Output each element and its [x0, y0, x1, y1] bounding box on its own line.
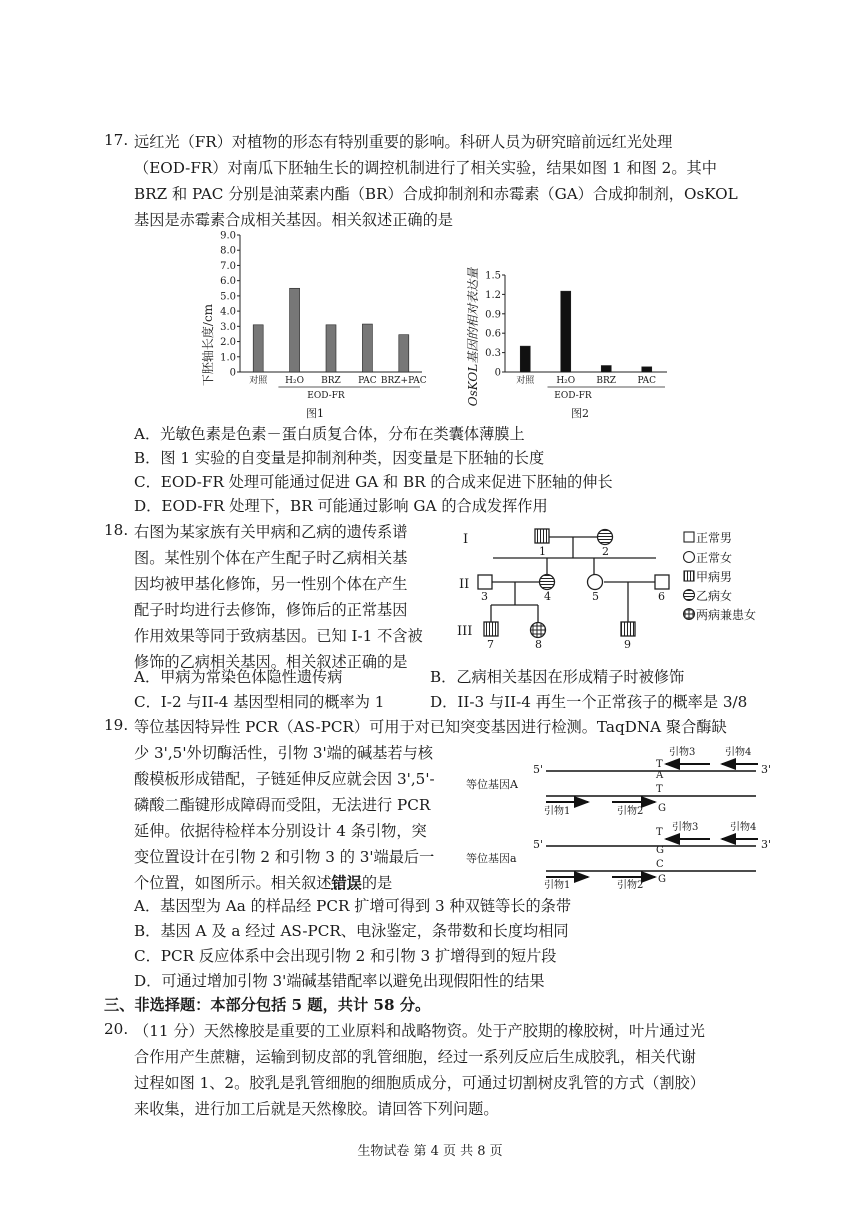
allele-a-label: 等位基因a: [466, 852, 517, 865]
fig1-ytick-label: 9.0: [220, 230, 236, 242]
primer1-label-a: 引物1: [544, 880, 571, 891]
allele-a-base-mid1: G: [656, 845, 664, 856]
allele-a-base-bot: G: [658, 874, 666, 885]
fig2-bar: [561, 291, 571, 372]
q17-line-4: 基因是赤霉素合成相关基因。相关叙述正确的是: [134, 211, 453, 229]
q19-option-b: B．基因 A 及 a 经过 AS-PCR、电泳鉴定，条带数和长度均相同: [134, 922, 569, 940]
pedigree-III-7: [484, 622, 498, 636]
gen-III-label: III: [457, 624, 473, 639]
fig1-group-label: EOD-FR: [307, 391, 345, 401]
fig2-caption: 图2: [571, 407, 589, 420]
q18-option-a: A．甲病为常染色体隐性遗传病: [134, 668, 343, 686]
q18-line-6: 修饰的乙病相关基因。相关叙述正确的是: [134, 653, 408, 671]
q19-option-a: A．基因型为 Aa 的样品经 PCR 扩增可得到 3 种双链等长的条带: [134, 897, 572, 915]
fig2-ytick-label: 1.2: [485, 289, 501, 301]
q19-number: 19.: [104, 716, 129, 734]
figure-1-bar-chart: [190, 225, 440, 425]
q19-line-4: 磷酸二酯键形成障碍而受阻，无法进行 PCR: [134, 796, 431, 814]
primer1-label-A: 引物1: [544, 806, 571, 817]
primer2-label-A: 引物2: [617, 806, 644, 817]
fig1-category-label: BRZ: [321, 376, 341, 386]
fig1-ytick-label: 3.0: [220, 321, 236, 333]
pedigree-II-5: [588, 575, 603, 590]
q19-line-5: 延伸。依据待检样本分别设计 4 条引物，突: [134, 822, 427, 840]
q19-option-d: D．可通过增加引物 3'端碱基错配率以避免出现假阳性的结果: [134, 972, 545, 990]
q18-line-5: 作用效果等同于致病基因。已知 I-1 不含被: [134, 627, 423, 645]
legend-normal-female: 正常女: [696, 551, 733, 565]
fig2-ytick-label: 0.9: [485, 309, 501, 321]
allele-a-base-top: T: [656, 827, 663, 838]
fig2-ytick-label: 1.5: [485, 270, 501, 282]
fig1-ytick-label: 1.0: [220, 352, 236, 364]
fig2-bar: [520, 346, 530, 372]
pedigree-id-5: 5: [592, 590, 599, 603]
q17-option-b: B．图 1 实验的自变量是抑制剂种类，因变量是下胚轴的长度: [134, 449, 545, 467]
q18-line-3: 因均被甲基化修饰，另一性别个体在产生: [134, 575, 408, 593]
pedigree-id-6: 6: [658, 590, 665, 603]
pedigree-id-3: 3: [481, 590, 488, 603]
fig1-ytick-label: 4.0: [220, 306, 236, 318]
allele-A-base-top: T: [656, 759, 663, 770]
fig2-ytick-label: 0.3: [485, 348, 501, 360]
primer3-label-a: 引物3: [672, 822, 699, 833]
q19-option-c: C．PCR 反应体系中会出现引物 2 和引物 3 扩增得到的短片段: [134, 947, 557, 965]
pedigree-id-9: 9: [624, 638, 631, 651]
q17-option-c: C．EOD-FR 处理可能通过促进 GA 和 BR 的合成来促进下胚轴的伸长: [134, 473, 613, 491]
fig1-ytick-label: 8.0: [220, 245, 236, 257]
figure-2-bar-chart: [455, 225, 685, 425]
q20-number: 20.: [104, 1020, 129, 1038]
pedigree-id-1: 1: [539, 545, 546, 558]
fig1-category-label: PAC: [358, 376, 377, 386]
pedigree-id-4: 4: [544, 590, 551, 603]
q20-line-3: 过程如图 1、2。胶乳是乳管细胞的细胞质成分，可通过切割树皮乳管的方式（割胶）: [134, 1074, 705, 1092]
q17-number: 17.: [104, 131, 129, 149]
pedigree-diagram: [455, 520, 785, 655]
fig2-category-label: H₂O: [556, 376, 576, 386]
fig1-bar: [399, 335, 409, 372]
pedigree-III-9: [621, 622, 635, 636]
section-3-heading: 三、非选择题：本部分包括 5 题，共计 58 分。: [104, 996, 431, 1014]
q17-line-2: （EOD-FR）对南瓜下胚轴生长的调控机制进行了相关实验，结果如图 1 和图 2。其中: [134, 159, 717, 177]
fig2-bar: [601, 366, 611, 372]
allele-A-base-bot: G: [658, 803, 666, 814]
legend-normal-male: 正常男: [696, 531, 733, 545]
pedigree-II-3: [478, 575, 492, 589]
page-footer: 生物试卷 第 4 页 共 8 页: [357, 1144, 503, 1159]
as-pcr-diagram: [460, 740, 790, 890]
q18-line-1: 右图为某家族有关甲病和乙病的遗传系谱: [134, 523, 408, 541]
fig1-ylabel: 下胚轴长度/cm: [201, 303, 215, 387]
allele-A-base-mid1: A: [656, 770, 664, 781]
pedigree-I-2: [598, 530, 613, 545]
fig2-ylabel: OsKOL基因的相对表达量: [466, 267, 480, 407]
primer3-label-A: 引物3: [669, 747, 696, 758]
allele-A-5prime: 5': [533, 763, 544, 776]
fig1-bar: [362, 324, 372, 372]
legend-disease-a-male: 甲病男: [696, 570, 733, 584]
q18-option-d: D．II-3 与II-4 再生一个正常孩子的概率是 3/8: [430, 693, 748, 711]
q19-line-7: [134, 872, 392, 894]
fig2-ytick-label: 0: [494, 367, 501, 379]
gen-II-label: II: [459, 577, 470, 592]
q18-option-c: C．I-2 与II-4 基因型相同的概率为 1: [134, 693, 385, 711]
allele-A-label: 等位基因A: [466, 778, 518, 791]
fig2-group-label: EOD-FR: [554, 391, 592, 401]
fig1-ytick-label: 7.0: [220, 260, 236, 272]
primer4-label-A: 引物4: [725, 747, 752, 758]
q20-line-4: 来收集，进行加工后就是天然橡胶。请回答下列问题。: [134, 1100, 499, 1118]
fig1-ytick-label: 5.0: [220, 291, 236, 303]
allele-A-3prime: 3': [761, 763, 772, 776]
fig1-ytick-label: 6.0: [220, 276, 236, 288]
pedigree-id-7: 7: [487, 638, 494, 651]
fig1-bar: [253, 325, 263, 372]
q19-line-7-post: 的是: [361, 874, 393, 892]
pedigree-id-2: 2: [602, 545, 609, 558]
primer4-label-a: 引物4: [730, 822, 757, 833]
pedigree-id-8: 8: [535, 638, 542, 651]
q18-number: 18.: [104, 521, 129, 539]
q17-line-3: BRZ 和 PAC 分别是油菜素内酯（BR）合成抑制剂和赤霉素（GA）合成抑制剂，OsKOL: [134, 185, 738, 203]
pedigree-legend: [684, 530, 757, 622]
primer2-label-a: 引物2: [617, 880, 644, 891]
fig1-bar: [290, 288, 300, 372]
legend-both-diseases-female: 两病兼患女: [696, 608, 757, 622]
q17-option-a: A．光敏色素是色素－蛋白质复合体，分布在类囊体薄膜上: [134, 425, 525, 443]
fig1-category-label: H₂O: [285, 376, 305, 386]
q19-line-2: 少 3',5'外切酶活性，引物 3'端的碱基若与核: [134, 744, 433, 762]
q20-line-2: 合作用产生蔗糖，运输到韧皮部的乳管细胞，经过一系列反应后生成胶乳，相关代谢: [134, 1048, 696, 1066]
q19-emphasis-error: 错误: [331, 874, 362, 892]
q18-option-b: B．乙病相关基因在形成精子时被修饰: [430, 668, 685, 686]
allele-a-base-mid2: C: [656, 859, 664, 870]
legend-disease-b-female: 乙病女: [696, 589, 733, 603]
q19-line-1: 等位基因特异性 PCR（AS-PCR）可用于对已知突变基因进行检测。TaqDNA 聚合酶缺: [134, 718, 727, 736]
pedigree-I-1: [535, 529, 549, 543]
fig1-category-label: BRZ+PAC: [380, 376, 427, 386]
fig1-category-label: 对照: [249, 376, 268, 386]
fig2-category-label: 对照: [516, 376, 535, 386]
fig2-category-label: BRZ: [596, 376, 617, 386]
allele-a-5prime: 5': [533, 838, 544, 851]
q19-line-6: 变位置设计在引物 2 和引物 3 的 3'端最后一: [134, 848, 435, 866]
fig2-category-label: PAC: [637, 376, 657, 386]
pedigree-II-6: [655, 575, 669, 589]
fig1-ytick-label: 2.0: [220, 337, 236, 349]
gen-I-label: I: [463, 532, 469, 547]
allele-a-3prime: 3': [761, 838, 772, 851]
fig1-ytick-label: 0: [229, 367, 236, 379]
q18-line-4: 配子时均进行去修饰，修饰后的正常基因: [134, 601, 408, 619]
q18-line-2: 图。某性别个体在产生配子时乙病相关基: [134, 549, 408, 567]
fig2-ytick-label: 0.6: [485, 328, 501, 340]
allele-A-base-mid2: T: [656, 784, 663, 795]
q19-line-7-pre: 个位置，如图所示。相关叙述: [134, 874, 332, 892]
q17-option-d: D．EOD-FR 处理下，BR 可能通过影响 GA 的合成发挥作用: [134, 497, 548, 515]
q20-line-1: （11 分）天然橡胶是重要的工业原料和战略物资。处于产胶期的橡胶树，叶片通过光: [134, 1022, 705, 1040]
pedigree-II-4: [540, 575, 555, 590]
fig2-bar: [642, 367, 652, 372]
pedigree-III-8: [531, 623, 546, 638]
fig1-caption: 图1: [306, 407, 324, 420]
q17-line-1: 远红光（FR）对植物的形态有特别重要的影响。科研人员为研究暗前远红光处理: [134, 133, 673, 151]
fig1-bar: [326, 325, 336, 372]
q19-line-3: 酸模板形成错配，子链延伸反应就会因 3',5'-: [134, 770, 435, 788]
